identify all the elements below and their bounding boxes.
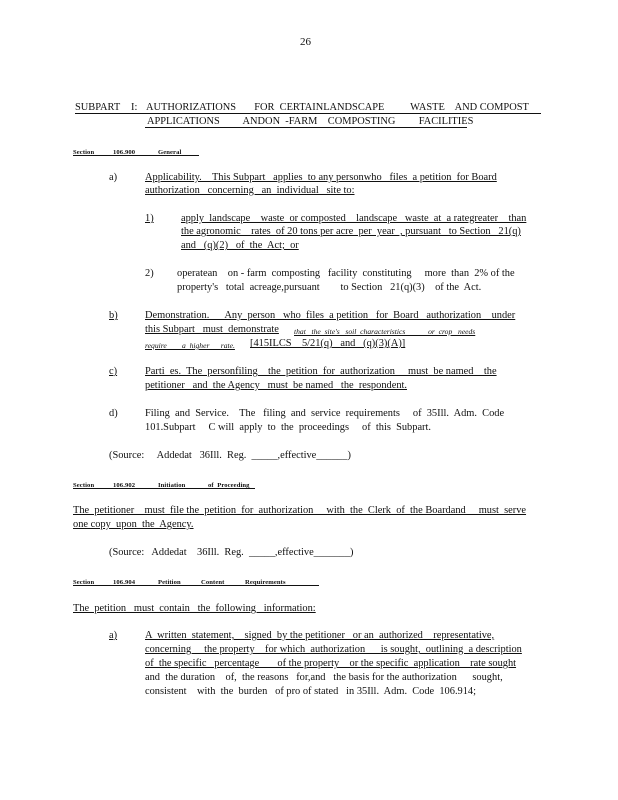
- section-902-title: Initiation: [158, 482, 186, 489]
- section-904-intro: The petition must contain the following information:: [73, 603, 316, 614]
- item-904a-marker: a): [109, 630, 118, 641]
- item-b-line3a: require a higher rate.: [145, 341, 235, 350]
- subpart-label: SUBPART: [75, 102, 121, 113]
- subpart-title-underline: [75, 113, 541, 114]
- item-d-marker: d): [109, 408, 118, 419]
- item-a1-line3: and (q)(2) of the Act; or: [181, 240, 299, 251]
- section-904-underline: [73, 585, 319, 586]
- item-b-line3b: [415ILCS 5/21(q) and (q)(3)(A)]: [250, 338, 406, 349]
- item-904a-line3: of the specific percentage of the property or the specific application rate sought: [145, 658, 517, 669]
- item-c-marker: c): [109, 366, 118, 377]
- item-a-line2: authorization concerning an individual site to:: [145, 185, 355, 196]
- item-b-line1: Demonstration. Any person who files a petition for Board authorization under: [145, 310, 516, 321]
- section-900-underline: [73, 155, 199, 156]
- section-904-label: Section: [73, 579, 95, 586]
- item-c-line2: petitioner and the Agency must be named the respondent.: [145, 380, 408, 391]
- section-902-label: Section: [73, 482, 95, 489]
- subpart-id: I:: [131, 102, 138, 113]
- section-902-number: 106.902: [113, 482, 136, 489]
- item-d-line2: 101.Subpart C will apply to the proceedings of this Subpart.: [145, 422, 432, 433]
- page-number: 26: [300, 36, 311, 48]
- item-b-line2b: that the site's soil characteristics or crop needs: [294, 327, 476, 336]
- item-a2-marker: 2): [145, 268, 154, 279]
- item-a2-line1: operatean on - farm composting facility constituting more than 2% of the: [177, 268, 515, 279]
- section-904-number: 106.904: [113, 579, 136, 586]
- section-900-source: (Source: Addedat 36Ill. Reg. _____,effective______): [109, 450, 351, 461]
- subpart-title-underline-2: [145, 127, 467, 128]
- item-b-marker: b): [109, 310, 118, 321]
- item-a1-line2: the agronomic rates of 20 tons per acre per year , pursuant to Section 21(q): [181, 226, 521, 237]
- item-904a-line2: concerning the property for which authorization is sought, outlining a description: [145, 644, 522, 655]
- item-d-line1: Filing and Service. The filing and service requirements of 35Ill. Adm. Code: [145, 408, 505, 419]
- section-902-title2: of Proceeding: [208, 482, 250, 489]
- section-902-source: (Source: Addedat 36Ill. Reg. _____,effective_______): [109, 547, 354, 558]
- section-902-line2: one copy upon the Agency.: [73, 519, 194, 530]
- item-904a-line1: A written statement, signed by the petitioner or an authorized representative,: [145, 630, 495, 641]
- item-904a-line4: and the duration of, the reasons for,and the basis for the authorization sought,: [145, 672, 503, 683]
- section-904-title2: Content: [201, 579, 225, 586]
- section-904-title: Petition: [158, 579, 181, 586]
- section-900-number: 106.900: [113, 149, 136, 156]
- subpart-title-line1: AUTHORIZATIONS FOR CERTAINLANDSCAPE WASTE AND COMPOST: [146, 102, 529, 113]
- item-a1-line1: apply landscape waste or composted landscape waste at a rategreater than: [181, 213, 527, 224]
- item-904a-line5: consistent with the burden of pro of stated in 35Ill. Adm. Code 106.914;: [145, 686, 477, 697]
- item-a-marker: a): [109, 172, 118, 183]
- item-a1-marker: 1): [145, 213, 154, 224]
- subpart-title-line2: APPLICATIONS ANDON -FARM COMPOSTING FACILITIES: [147, 116, 474, 127]
- item-a-line1: Applicability. This Subpart applies to any personwho files a petition for Board: [145, 172, 497, 183]
- section-902-line1: The petitioner must file the petition for authorization with the Clerk of the Boardand must serve: [73, 505, 527, 516]
- item-b-line2a: this Subpart must demonstrate: [145, 324, 279, 335]
- section-900-label: Section: [73, 149, 95, 156]
- section-902-underline: [73, 488, 255, 489]
- item-a2-line2: property's total acreage,pursuant to Section 21(q)(3) of the Act.: [177, 282, 482, 293]
- item-c-line1: Parti es. The personfiling the petition for authorization must be named the: [145, 366, 497, 377]
- section-900-title: General: [158, 149, 182, 156]
- section-904-title3: Requirements: [245, 579, 286, 586]
